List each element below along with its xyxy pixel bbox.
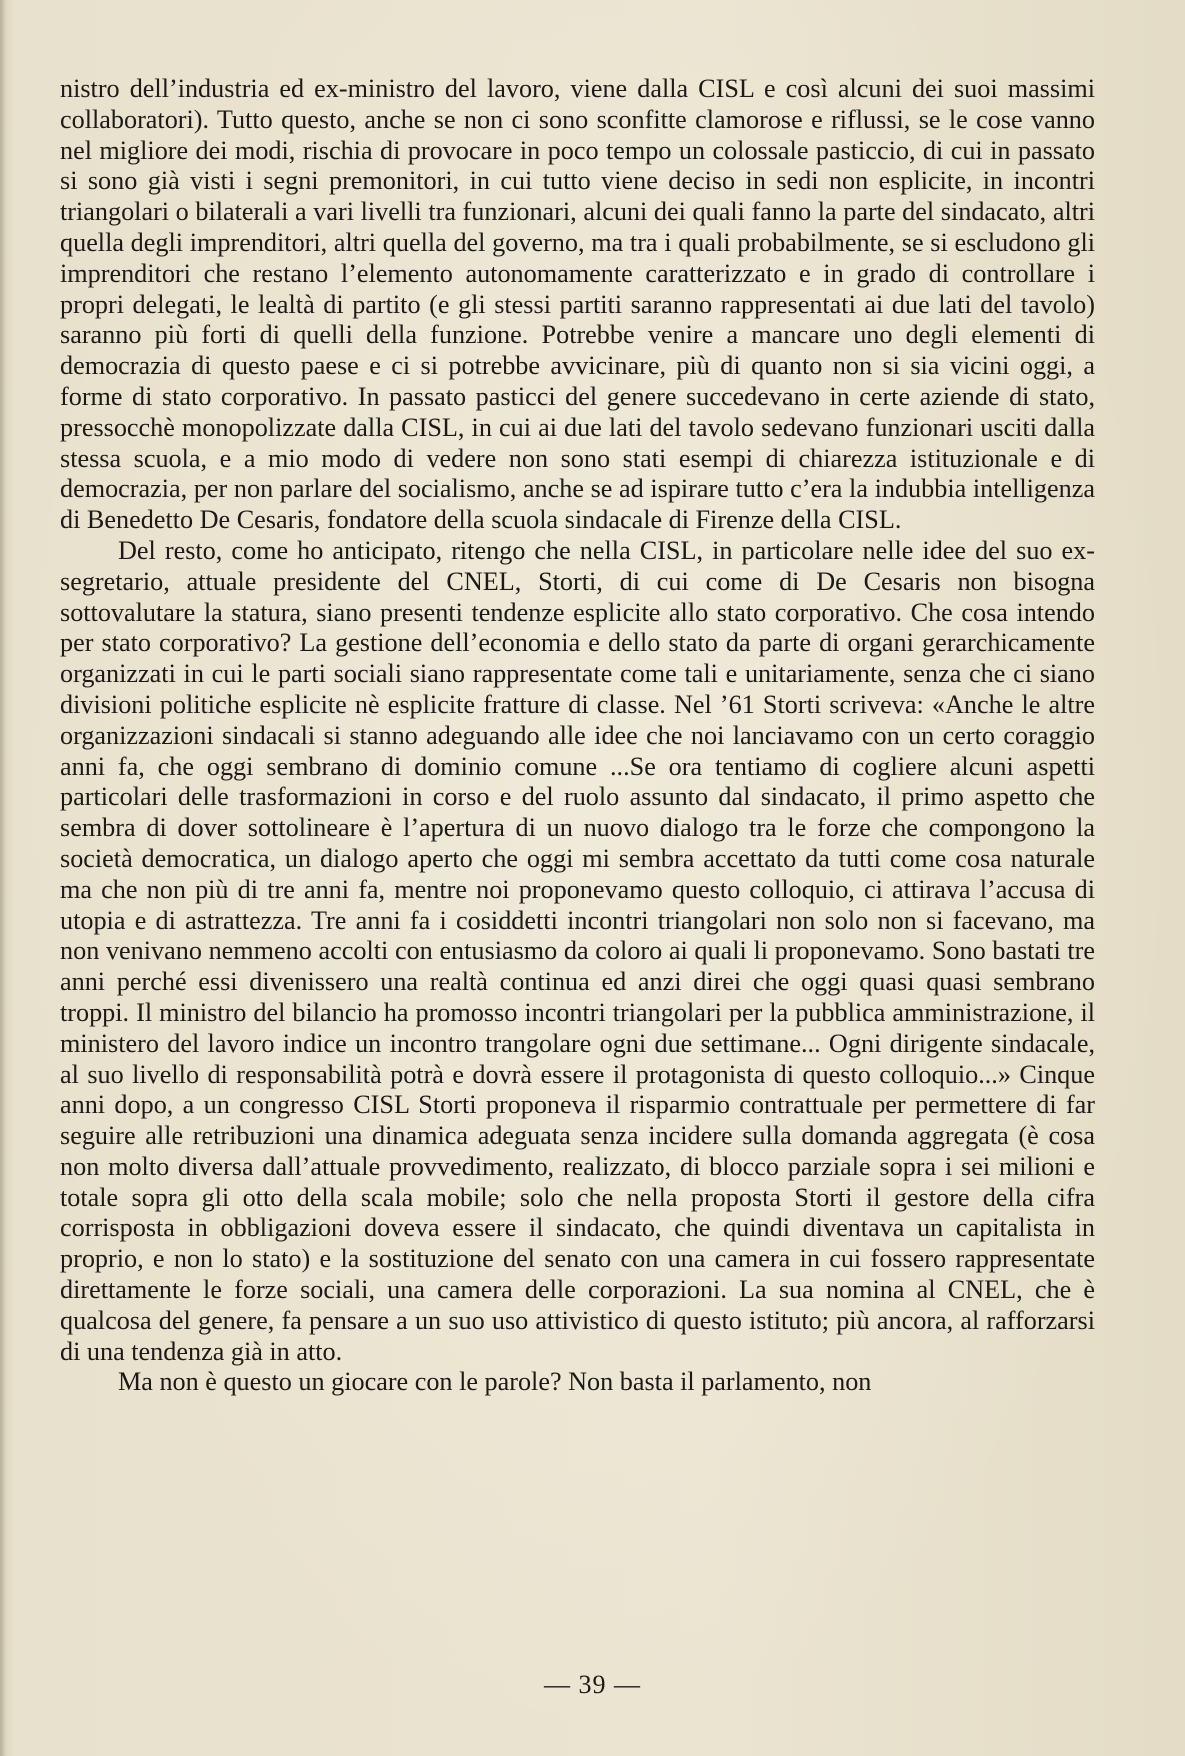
page-number: — 39 — [544, 1670, 641, 1699]
body-text [60, 74, 1095, 1398]
paragraph-2: Del resto, come ho anticipato, ritengo che nella CISL, in particolare nelle idee del suo ex-segretario, attuale presidente del CNEL, Storti, di cui come di De Cesaris non bisogna sottovalutare la statura, siano presenti tendenze esplicite allo stato corporativo. Che cosa intendo per stato corporativo? La gestione dell’economia e dello stato da parte di organi gerarchicamente organizzati in cui le parti sociali siano rappresentate come tali e unitariamente, senza che ci siano divisioni politiche esplicite nè esplicite fratture di classe. Nel ’61 Storti scriveva: «Anche le altre organizzazioni sindacali si stanno adeguando alle idee che noi lanciavamo con un certo coraggio anni fa, che oggi sembrano di dominio comune ...Se ora tentiamo di cogliere alcuni aspetti particolari delle trasformazioni in corso e del ruolo assunto dal sindacato, il primo aspetto che sembra di dover sottolineare è l’apertura di un nuovo dialogo tra le forze che compongono la società democratica, un dialogo aperto che oggi mi sembra accettato da tutti come cosa naturale ma che non più di tre anni fa, mentre noi proponevamo questo colloquio, ci attirava l’accusa di utopia e di astrattezza. Tre anni fa i cosiddetti incontri triangolari non solo non si facevano, ma non venivano nemmeno accolti con entusiasmo da coloro ai quali li proponevamo. Sono bastati tre anni perché essi divenissero una realtà continua ed anzi direi che oggi quasi quasi sembrano troppi. Il ministro del bilancio ha promosso incontri triangolari per la pubblica amministrazione, il ministero del lavoro indice un incontro trangolare ogni due settimane... Ogni dirigente sindacale, al suo livello di responsabilità potrà e dovrà essere il protagonista di questo colloquio...» Cinque anni dopo, a un congresso CISL Storti proponeva il risparmio contrattuale per permettere di far seguire alle retribuzioni una dinamica adeguata senza incidere sulla domanda aggregata (è cosa non molto diversa dall’attuale provvedimento, realizzato, di blocco parziale sopra i sei milioni e totale sopra gli otto della scala mobile; solo che nella proposta Storti il gestore della cifra corrisposta in obbligazioni doveva essere il sindacato, che quindi diventava un capitalista in proprio, e non lo stato) e la sostituzione del senato con una camera in cui fossero rappresentate direttamente le forze sociali, una camera delle corporazioni. La sua nomina al CNEL, che è qualcosa del genere, fa pensare a un suo uso attivistico di questo istituto; più ancora, al rafforzarsi di una tendenza già in atto. [60, 535, 1095, 1366]
paragraph-3: Ma non è questo un giocare con le parole? Non basta il parlamento, non [118, 1367, 872, 1397]
paragraph-1: nistro dell’industria ed ex-ministro del lavoro, viene dalla CISL e così alcuni dei suoi massimi collaboratori). Tutto questo, anche se non ci sono sconfitte clamorose e riflussi, se le cose vanno nel migliore dei modi, rischia di provocare in poco tempo un colossale pasticcio, di cui in passato si sono già visti i segni premonitori, in cui tutto viene deciso in sedi non esplicite, in incontri triangolari o bilaterali a vari livelli tra funzionari, alcuni dei quali fanno la parte del sindacato, altri quella degli imprenditori, altri quella del governo, ma tra i quali probabilmente, se si escludono gli imprenditori che restano l’elemento autonomamente caratterizzato e in grado di controllare i propri delegati, le lealtà di partito (e gli stessi partiti saranno rappresentati ai due lati del tavolo) saranno più forti di quelli della funzione. Potrebbe venire a mancare uno degli elementi di democrazia di questo paese e ci si potrebbe avvicinare, più di quanto non si sia vicini oggi, a forme di stato corporativo. In passato pasticci del genere succedevano in certe aziende di stato, pressocchè monopolizzate dalla CISL, in cui ai due lati del tavolo sedevano funzionari usciti dalla stessa scuola, e a mio modo di vedere non sono stati esempi di chiarezza istituzionale e di democrazia, per non parlare del socialismo, anche se ad ispirare tutto c’era la indubbia intelligenza di Benedetto De Cesaris, fondatore della scuola sindacale di Firenze della CISL. [60, 74, 1095, 535]
page-binding-edge [0, 0, 6, 1756]
